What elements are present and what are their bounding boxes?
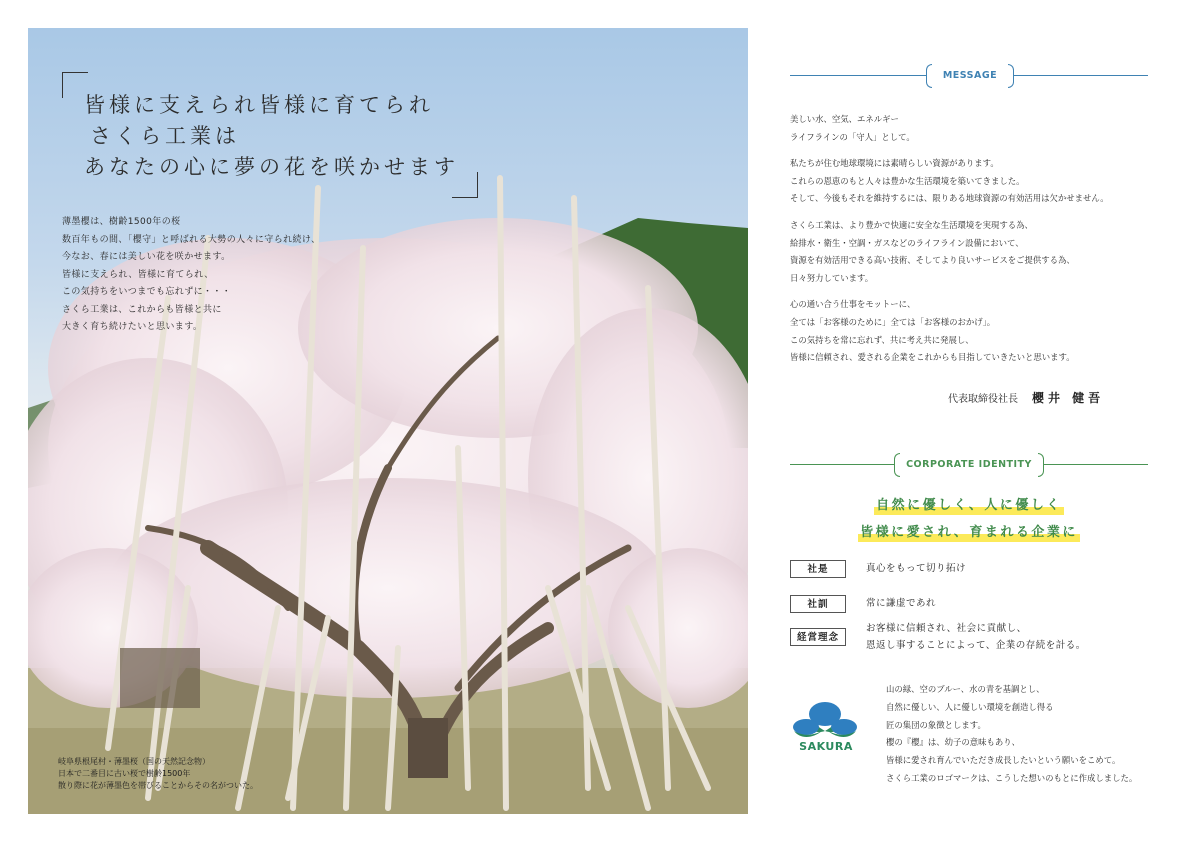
corporate-slogan xyxy=(790,494,1148,548)
bracket-right-icon xyxy=(1038,453,1044,477)
message-line: 給排水・衛生・空調・ガスなどのライフライン設備において、 xyxy=(790,237,1024,248)
body-line: この気持ちをいつまでも忘れずに・・・ xyxy=(62,287,232,297)
signature-name: 櫻井 健吾 xyxy=(1032,391,1105,405)
hero-statement xyxy=(84,90,464,183)
tag-shakun-text xyxy=(866,595,936,612)
tag-text-line: 真心をもって切り拓け xyxy=(866,563,967,574)
slogan-line: 自然に優しく、人に優しく xyxy=(876,498,1062,513)
logo-text-line: 匠の集団の象徴とします。 xyxy=(886,719,986,730)
heading-rule-right xyxy=(1044,464,1148,465)
photo-caption xyxy=(58,756,318,792)
hero-frame-corner-bottom-right xyxy=(452,172,478,198)
tag-shaze: 社是 xyxy=(790,560,846,578)
message-heading-label: MESSAGE xyxy=(942,70,998,81)
logo-text-line: 皆様に愛され育んでいただき成長したいという願いをこめて。 xyxy=(886,755,1121,766)
corporate-identity-heading xyxy=(790,453,1148,477)
logo-text-line: 櫻の『櫻』は、幼子の意味もあり、 xyxy=(886,737,1020,748)
message-line: これらの恩恵のもと人々は豊かな生活環境を築いてきました。 xyxy=(790,175,1025,186)
tag-management-philosophy: 経営理念 xyxy=(790,628,846,646)
logo-text-line: さくら工業のロゴマークは、こうした想いのもとに作成しました。 xyxy=(886,772,1138,783)
tag-text-line: 恩返し事することによって、企業の存続を計る。 xyxy=(866,640,1086,651)
body-line: 数百年もの間、「櫻守」と呼ばれる大勢の人々に守られ続け、 xyxy=(62,234,321,245)
caption-line: 岐阜県根尾村・薄墨桜（国の天然記念物） xyxy=(58,757,210,766)
message-paragraph xyxy=(790,155,1150,208)
corporate-identity-heading-label: CORPORATE IDENTITY xyxy=(906,459,1032,470)
signature-title: 代表取締役社長 xyxy=(948,394,1018,405)
message-line: ライフラインの「守人」として。 xyxy=(790,131,915,142)
tag-text-line: お客様に信頼され、社会に貢献し、 xyxy=(866,623,1027,634)
body-line: さくら工業は、これからも皆様と共に xyxy=(62,304,222,315)
message-body xyxy=(790,111,1150,376)
logo-description xyxy=(886,681,1156,788)
caption-line: 日本で二番目に古い桜で樹齢1500年 xyxy=(58,769,191,778)
tag-text-line: 常に謙虚であれ xyxy=(866,598,937,609)
message-line: 美しい水、空気、エネルギー xyxy=(790,114,899,124)
bracket-right-icon xyxy=(1008,64,1014,88)
heading-rule-left xyxy=(790,75,926,76)
message-paragraph xyxy=(790,296,1150,366)
body-line: 今なお、春には美しい花を咲かせます。 xyxy=(62,252,231,262)
caption-line: 散り際に花が薄墨色を帯びることからその名がついた。 xyxy=(58,781,258,790)
message-heading xyxy=(790,64,1148,88)
message-line: 皆様に信頼され、愛される企業をこれからも目指していきたいと思います。 xyxy=(790,352,1075,363)
logo-text-line: 自然に優しい、人に優しい環境を創造し得る xyxy=(886,701,1054,712)
message-line: 全ては「お客様のために」全ては「お客様のおかげ」。 xyxy=(790,316,996,327)
message-line: 心の通い合う仕事をモットーに、 xyxy=(790,299,916,310)
logo-wordmark: SAKURA xyxy=(799,740,853,753)
slogan-line: 皆様に愛され、育まれる企業に xyxy=(860,525,1078,540)
body-line: 大きく育ち続けたいと思います。 xyxy=(62,322,203,332)
hero-line: 皆様に支えられ皆様に育てられ xyxy=(84,93,434,117)
message-line: 私たちが住む地球環境には素晴らしい資源があります。 xyxy=(790,158,999,169)
tag-shakun: 社訓 xyxy=(790,595,846,613)
heading-rule-left xyxy=(790,464,894,465)
message-line: この気持ちを常に忘れず、共に考え共に発展し、 xyxy=(790,334,974,345)
tag-management-philosophy-text xyxy=(866,620,1086,654)
message-paragraph xyxy=(790,111,1150,146)
hero-line: さくら工業は xyxy=(90,124,240,148)
message-line: 資源を有効活用できる高い技術、そしてより良いサービスをご提供する為、 xyxy=(790,255,1075,266)
heading-rule-right xyxy=(1014,75,1148,76)
message-line: そして、今後もそれを維持するには、限りある地球資源の有効活用は欠かせません。 xyxy=(790,193,1109,204)
hero-line: あなたの心に夢の花を咲かせます xyxy=(84,155,459,179)
cherry-tree-photo xyxy=(28,28,748,814)
photo-body-text xyxy=(62,214,362,337)
tag-shaze-text xyxy=(866,560,966,577)
message-line: さくら工業は、より豊かで快適に安全な生活環境を実現する為、 xyxy=(790,219,1033,230)
body-line: 皆様に支えられ、皆様に育てられ、 xyxy=(62,269,214,280)
signature xyxy=(948,389,1148,406)
body-line: 薄墨櫻は、樹齢1500年の桜 xyxy=(62,217,181,227)
message-paragraph xyxy=(790,217,1150,287)
logo-text-line: 山の緑、空のブルー、水の青を基調とし、 xyxy=(886,684,1045,694)
message-line: 日々努力しています。 xyxy=(790,272,874,283)
